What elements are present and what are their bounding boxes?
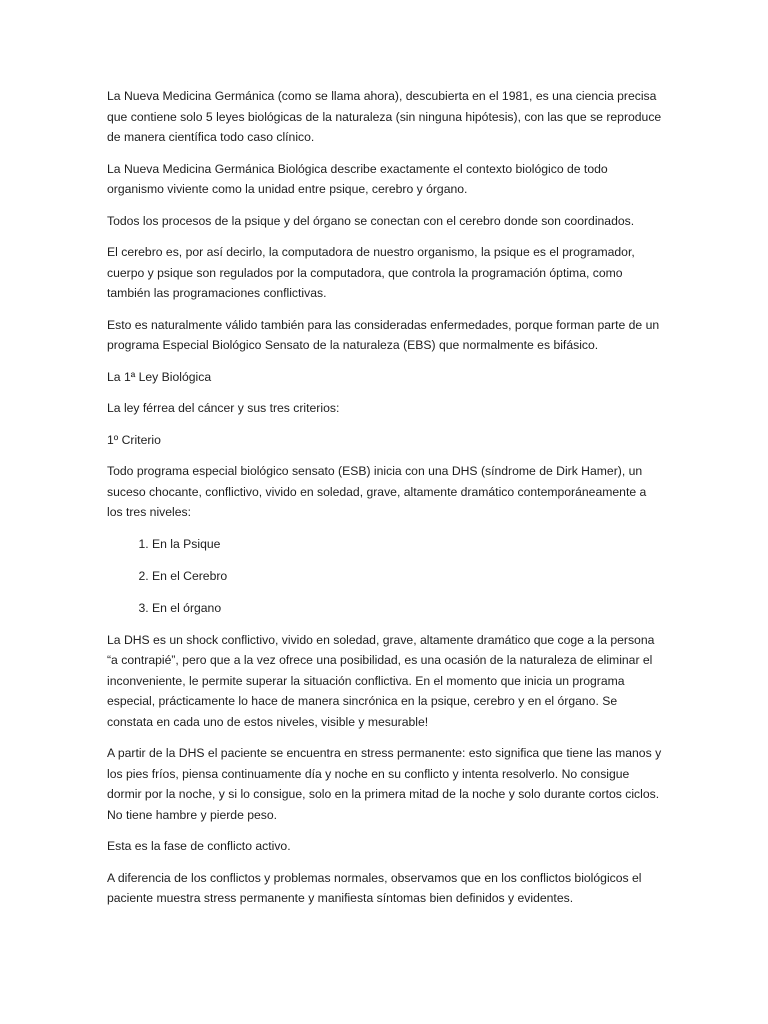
paragraph-stress: A partir de la DHS el paciente se encuentra en stress permanente: esto significa que tiene las manos y los pies fríos, piensa continuamente día y noche en su conflicto y intenta resolverlo. No consigue dormir por la noche, y si lo consigue, solo en la primera mitad de la noche y solo durante cortos ciclos. No tiene hambre y pierde peso. [107, 746, 662, 822]
paragraph-dhs-shock: La DHS es un shock conflictivo, vivido en soledad, grave, altamente dramático que coge a la persona “a contrapié”, pero que a la vez ofrece una posibilidad, es una ocasión de la naturaleza de eliminar el inconveniente, le permite superar la situación conflictiva. En el momento que inicia un programa especial, prácticamente lo hace de manera sincrónica en la psique, cerebro y en el órgano. Se constata en cada uno de estos niveles, visible y mesurable! [107, 632, 655, 729]
paragraph-intro: La Nueva Medicina Germánica (como se llama ahora), descubierta en el 1981, es una ciencia precisa que contiene solo 5 leyes biológicas de la naturaleza (sin ninguna hipótesis), con las que se reproduce de manera científica todo caso clínico. [107, 89, 662, 144]
heading-first-criterion: 1º Criterio [107, 432, 161, 447]
paragraph-dhs-definition: Todo programa especial biológico sensato (ESB) inicia con una DHS (síndrome de Dirk Hamer), un suceso chocante, conflictivo, vivido en soledad, grave, altamente dramático contemporáneamente a los tres niveles: [107, 464, 647, 519]
paragraph-iron-law: La ley férrea del cáncer y sus tres criterios: [107, 401, 340, 415]
heading-first-law: La 1ª Ley Biológica [107, 369, 212, 384]
document-page [107, 86, 663, 920]
paragraph-biological-conflicts: A diferencia de los conflictos y problemas normales, observamos que en los conflictos biológicos el paciente muestra stress permanente y manifiesta síntomas bien definidos y evidentes. [107, 870, 642, 905]
paragraph-context: La Nueva Medicina Germánica Biológica describe exactamente el contexto biológico de todo organismo viviente como la unidad entre psique, cerebro y órgano. [107, 161, 608, 196]
levels-list [107, 534, 663, 619]
list-item: 1. En la Psique [152, 534, 663, 555]
paragraph-ebs: Esto es naturalmente válido también para las consideradas enfermedades, porque forman parte de un programa Especial Biológico Sensato de la naturaleza (EBS) que normalmente es bifásico. [107, 317, 660, 352]
paragraph-computer: El cerebro es, por así decirlo, la computadora de nuestro organismo, la psique es el programador, cuerpo y psique son regulados por la computadora, que controla la programación óptima, como también las programaciones conflictivas. [107, 245, 635, 300]
paragraph-active-phase: Esta es la fase de conflicto activo. [107, 839, 291, 853]
list-item: 2. En el Cerebro [152, 566, 663, 587]
list-item: 3. En el órgano [152, 598, 663, 619]
paragraph-processes: Todos los procesos de la psique y del órgano se conectan con el cerebro donde son coordinados. [107, 213, 635, 228]
